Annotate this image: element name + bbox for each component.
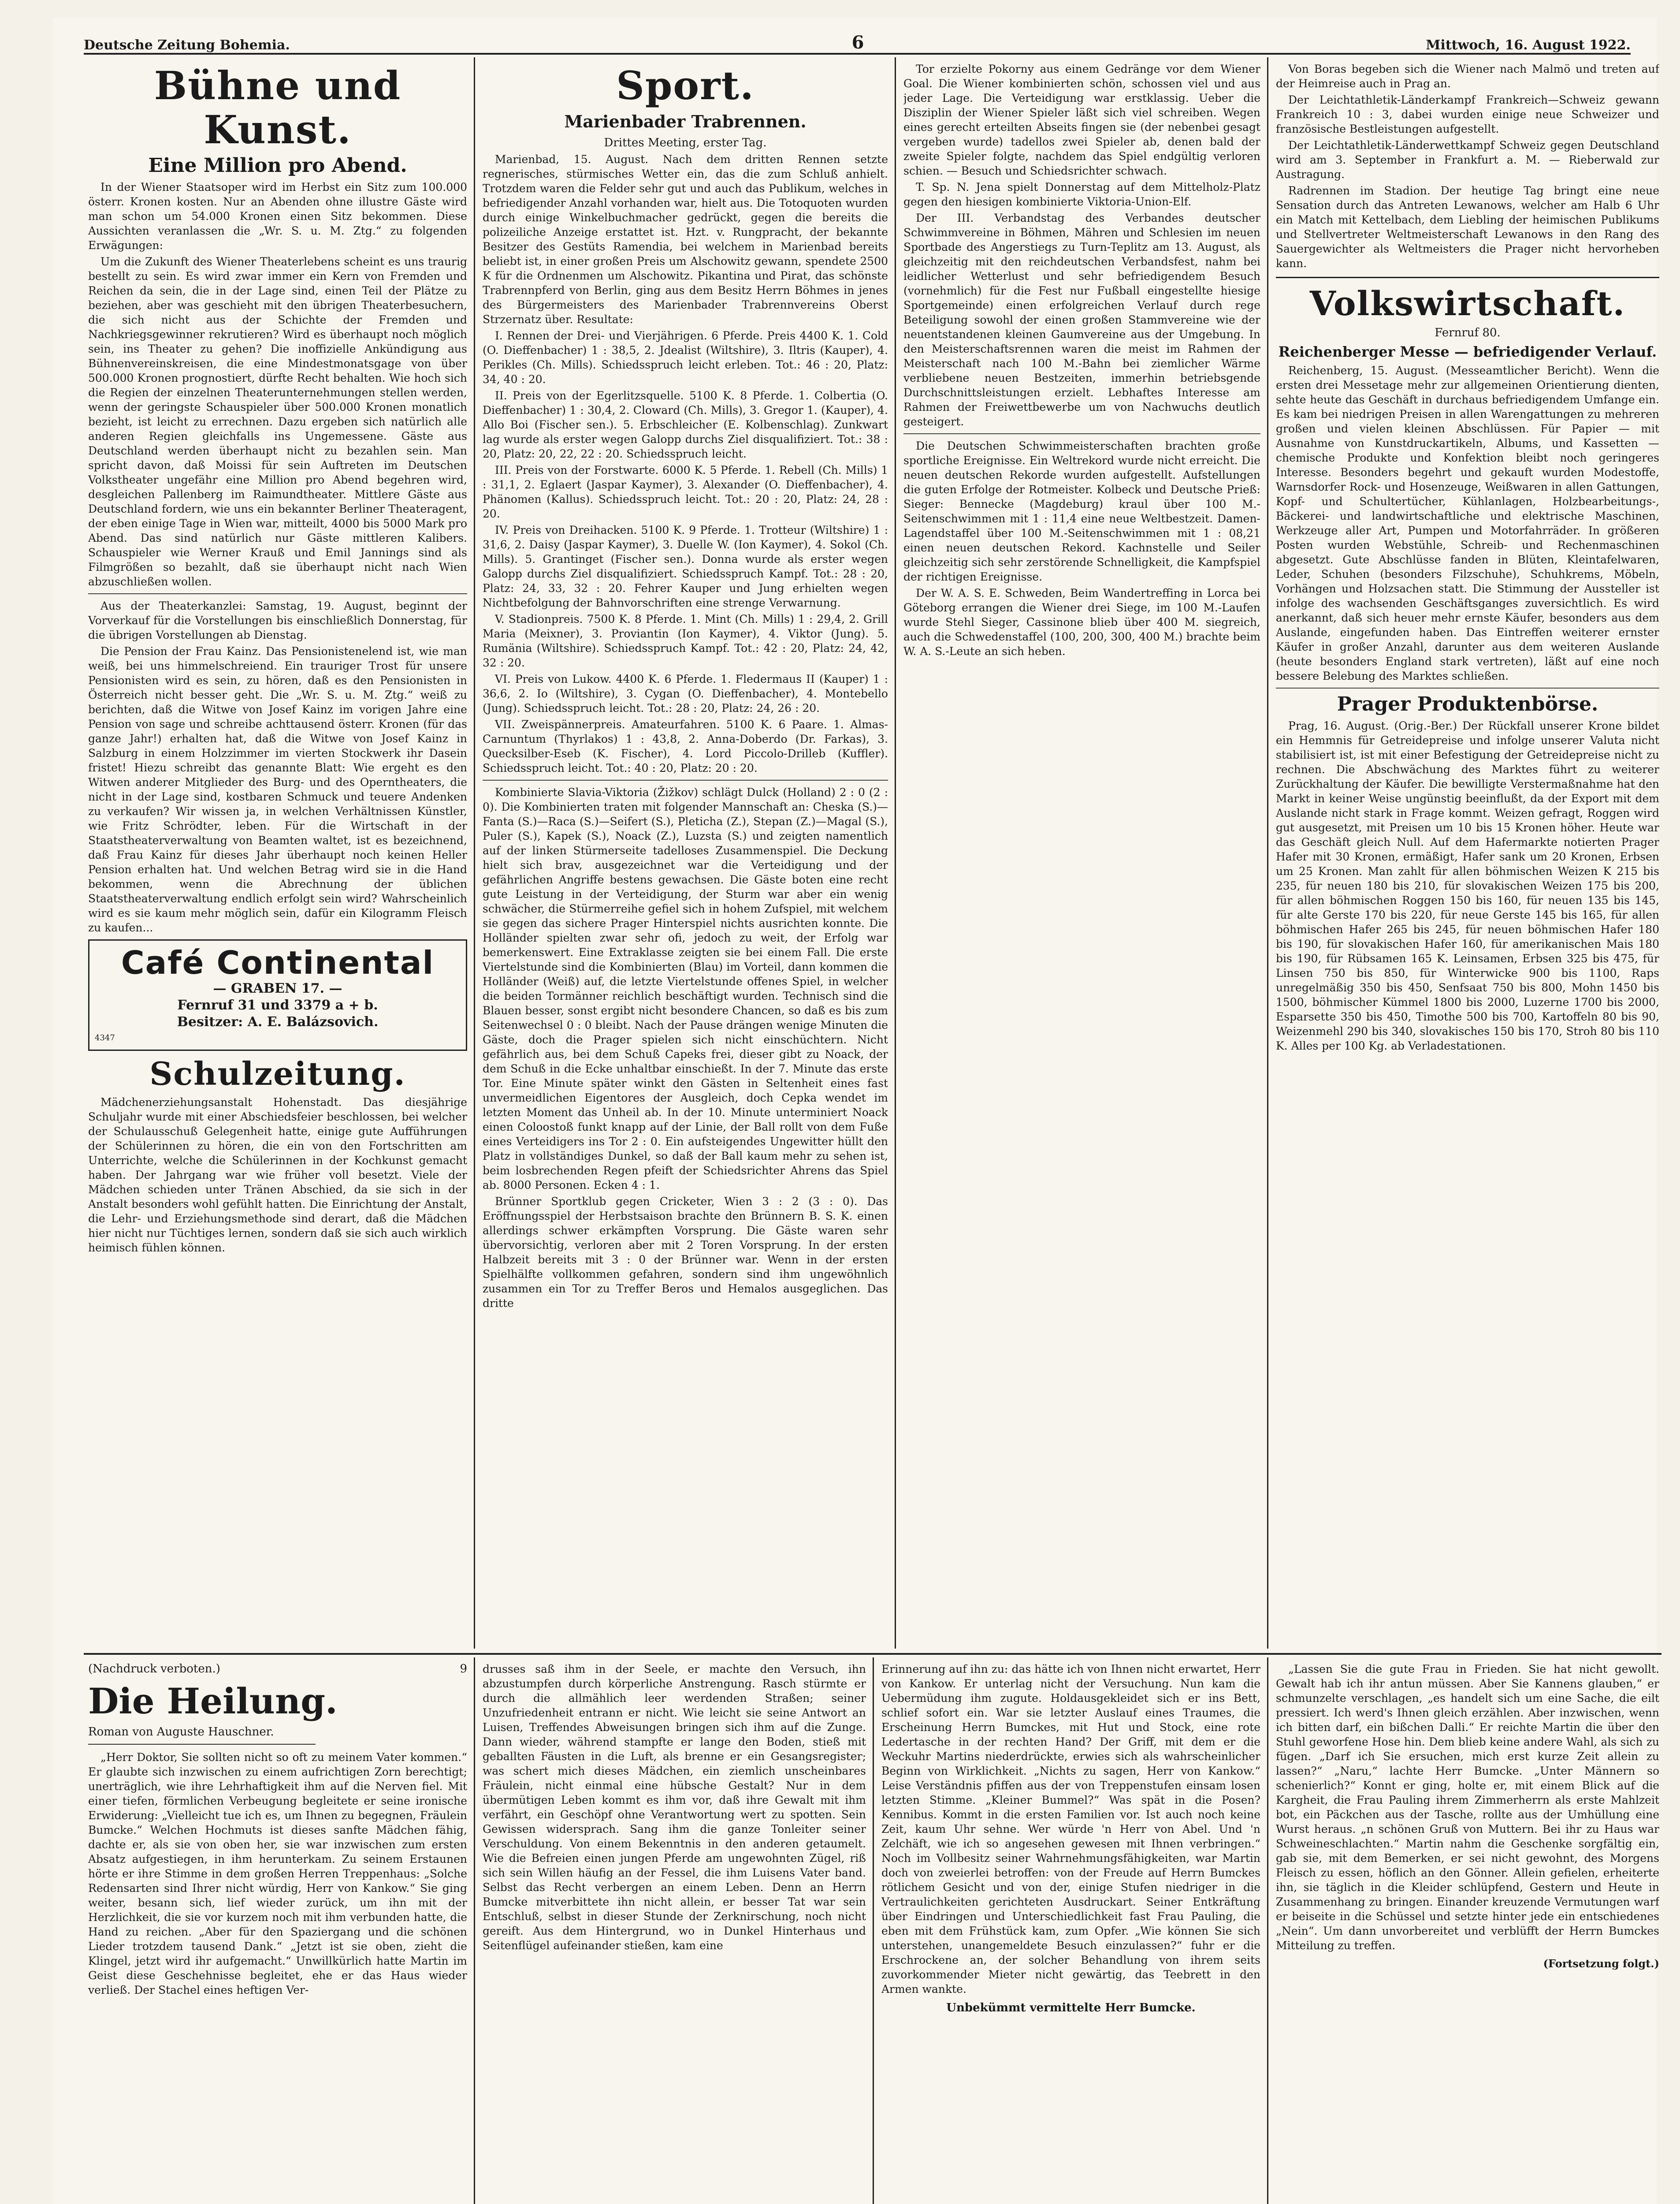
advertisement-cafe (88, 939, 467, 1051)
serial-author: Roman von Auguste Hauschner. (88, 1725, 274, 1739)
paragraph: T. Sp. N. Jena spielt Donnerstag auf dem Mittelholz-Platz gegen den hiesigen kombinierte Viktoria-Union-Elf. (903, 181, 1260, 208)
page-header (84, 22, 1631, 55)
column-rule (1267, 57, 1268, 1649)
paragraph: III. Preis von der Forstwarte. 6000 K. 5 Pferde. 1. Rebell (Ch. Mills) 1 : 31,1, 2. Eglaert (Jaspar Kaymer), 3. Alexander (O. Dieffenbacher), 4. Phänomen (Kallus). Schiedsspruch leicht. Tot.: 20 : 20, Platz: 24, 28 : 20. (483, 464, 888, 520)
phone-number: Fernruf 80. (1435, 326, 1501, 339)
paragraph: Von Boras begeben sich die Wiener nach Malmö und treten auf der Heimreise auch in Prag an. (1276, 63, 1659, 90)
serial-divider (84, 1653, 1661, 1655)
divider (903, 433, 1260, 434)
column-rule (873, 1657, 874, 2204)
paragraph: Kombinierte Slavia-Viktoria (Žižkov) schlägt Dulck (Holland) 2 : 0 (2 : 0). Die Kombinierten traten mit folgender Mannschaft an: Cheska (S.)—Fanta (S.)—Raca (S.)—Seifert (S.), Pleticha (Z.), Stepan (Z.)—Magal (S.), Puler (S.), Kapek (S.), Noack (Z.), Luzsta (S.) und zeigten namentlich auf der linken Stürmerseite tadelloses Zusammenspiel. Die Deckung hielt sich brav, ausgezeichnet war die Verteidigung und der gefährlichen Angriffe bestens gewachsen. Die Gäste boten eine recht gute Leistung in der Verteidigung, der Sturm war aber ein wenig schwächer, die Stürmerreihe gefiel sich in hohem Zufspiel, mit welchem sie gegen das sichere Prager Hinterspiel nichts ausrichten konnte. Die Holländer spielten zwar sehr ofi, jedoch zu weit, der Erfolg war bemerkenswert. Eine Extraklasse zeigten sie bei einem Fall. Die erste Viertelstunde sind die Kombinierten (Blau) im Vorteil, dann kommen die Holländer (Weiß) auf, die letzte Viertelstunde offenes Spiel, in welcher die beiden Tormänner reichlich beschäftigt wurden. Technisch sind die Blauen besser, sonst ergibt nicht besondere Chancen, so daß es bis zum Seitenwechsel 0 : 0 bleibt. Nach der Pause drängen wenige Minuten die Gäste, doch die Prager spielen sich nicht einschüchtern. Nicht gefährlich aus, bei dem Schuß Capeks frei, dieser gibt zu Noack, der dem Schuß in die Ecke unhaltbar einschießt. In der 7. Minute das erste Tor. Eine Minute später winkt den Gästen in Seltenheit eines fast unvermeidlichen Eigentores der Ausgleich, doch Cepka wendet im letzten Moment das Unheil ab. In der 10. Minute unterminiert Noack einen Coloostoß funkt knapp auf der Linie, der Ball rollt von dem Fuße eines Verteidigers ins Tor 2 : 0. Ein aufsteigendes Ungewitter hüllt den Platz in vollständiges Dunkel, so daß der Ball kaum mehr zu sehen ist, beim losbrechenden Regen pfeift der Schiedsrichter Ahrens das Spiel ab. 8000 Personen. Ecken 4 : 1. (483, 786, 888, 1191)
column-rule (1267, 1657, 1268, 2204)
paragraph: V. Stadionpreis. 7500 K. 8 Pferde. 1. Mint (Ch. Mills) 1 : 29,4, 2. Grill Maria (Meixner), 3. Proviantin (Ion Kaymer), 4. Viktor (Jung). 5. Rumänia (Wiltshire). Schiedsspruch Kampf. Tot.: 42 : 20, Platz: 24, 42, 32 : 20. (483, 613, 888, 669)
paragraph: Mädchenerziehungsanstalt Hohenstadt. Das diesjährige Schuljahr wurde mit einer Abschiedsfeier beschlossen, bei welcher der Schulausschuß Gelegenheit hatte, einige gute Aufführungen der Schülerinnen zu hören, die ein von den Fortschritten am Unterrichte, welche die Schülerinnen in der Kochkunst gemacht haben. Der Jahrgang war wie früher voll besetzt. Viele der Mädchen schieden unter Tränen Abschied, da sie sich in der Anstalt besonders wohl gefühlt hatten. Die Einrichtung der Anstalt, die Lehr- und Erziehungsmethode sind derart, daß die Mädchen hier nicht nur Tüchtiges lernen, sondern daß sie sich auch wirklich heimisch fühlen können. (88, 1096, 467, 1254)
serial-column-3 (881, 1662, 1260, 2204)
article-title-trabrennen: Marienbader Trabrennen. (564, 112, 807, 131)
paragraph: Prag, 16. August. (Orig.-Ber.) Der Rückfall unserer Krone bildet ein Hemmnis für Getreidepreise und infolge unserer Valuta nicht stabilisiert ist, ist mit einer Befestigung der Getreidepreise nicht zu rechnen. Die Abschwächung des Marktes führt zu weiterer Zurückhaltung der Käufer. Die bewilligte Verstermaßnahme hat den Markt in keiner Weise ungünstig beeinflußt, da der Export mit dem Auslande nicht stark in Frage kommt. Weizen gefragt, Roggen wird gut ausgesetzt, mit Preisen um 10 bis 15 Kronen höher. Heute war das Geschäft gleich Null. Auf dem Hafermarkte notierten Prager Hafer mit 30 Kronen, ermäßigt, Hafer sank um 20 Kronen, Erbsen um 25 Kronen. Man zahlt für allen böhmischen Weizen K 215 bis 235, für neuen 180 bis 210, für slovakischen Weizen 175 bis 200, für allen böhmischen Roggen 150 bis 160, für neuen 135 bis 145, für alte Gerste 170 bis 220, für neue Gerste 145 bis 165, für allen böhmischen Hafer 265 bis 245, für neuen böhmischen Hafer 180 bis 190, für slovakischen Hafer 160, für amerikanischen Mais 180 bis 190, für Rübsamen 165 K. Leinsamen, Erbsen 325 bis 475, für Linsen 750 bis 850, für Winterwicke 900 bis 1100, Raps unregelmäßig 350 bis 450, Senfsaat 750 bis 800, Mohn 1450 bis 1500, böhmischer Kümmel 1800 bis 2000, Luzerne 1700 bis 2000, Esparsette 350 bis 450, Timothe 500 bis 700, Kartoffeln 80 bis 90, Weizenmehl 290 bis 340, slovakisches 150 bis 170, Stroh 80 bis 110 K. Alles per 100 Kg. ab Verladestationen. (1276, 719, 1659, 1052)
divider (483, 780, 888, 781)
reprint-note: (Nachdruck verboten.) (88, 1662, 220, 1675)
column-economy (1276, 62, 1659, 1649)
paragraph: Brünner Sportklub gegen Cricketer, Wien 3 : 2 (3 : 0). Das Eröffnungsspiel der Herbstsaison brachte den Brünnern B. S. K. einen allerdings schwer erkämpften Vorsprung. Die Gäste waren sehr übervorsichtig, verloren aber mit 2 Toren Vorsprung. In der ersten Halbzeit bereits mit 3 : 0 der Brünner war. Wenn in der ersten Spielhälfte vollkommen gefahren, sondern sind ihm ungewöhnlich zusammen ein Tor zu Treffer Beros und Hemalos ausgeglichen. Das dritte (483, 1195, 888, 1310)
column-sport-cont (903, 62, 1260, 1649)
serial-title: Die Heilung. (88, 1680, 338, 1722)
section-title-schule: Schulzeitung. (149, 1055, 406, 1092)
paragraph: VI. Preis von Lukow. 4400 K. 6 Pferde. 1. Fledermaus II (Kauper) 1 : 36,6, 2. Io (Wiltshire), 3. Cygan (O. Dieffenbacher), 4. Montebello (Jung). Schiedsspruch leicht. Tot.: 28 : 20, Platz: 24, 26 : 20. (483, 673, 888, 715)
column-rule (895, 57, 896, 1649)
issue-date: Mittwoch, 16. August 1922. (1426, 37, 1631, 53)
serial-column-4 (1276, 1662, 1659, 2204)
article-title-million: Eine Million pro Abend. (148, 154, 407, 177)
paragraph: Die Deutschen Schwimmeisterschaften brachten große sportliche Ereignisse. Ein Weltrekord wurde nicht erreicht. Die neuen deutschen Rekorde wurden aufgestellt. Aufstellungen die guten Erfolge der Rotmeister. Kolbeck und Deutsche Prieß: Sieger: Bennecke (Magdeburg) kraul über 100 M.-Seitenschwimmen mit 1 : 11,4 eine neue Weltbestzeit. Damen-Lagendstaffel über 100 M.-Seitenschwimmen mit 1 : 08,21 einen neuen deutschen Rekord. Kachnstelle und Seiler gleichzeitig sich sehr zerstörende Schnelligkeit, die Kampfspiel der richtigen Ereignisse. (903, 439, 1260, 583)
divider (88, 1744, 316, 1745)
paragraph: Der W. A. S. E. Schweden, Beim Wandertreffing in Lorca bei Göteborg errangen die Wiener drei Siege, im 100 M.-Laufen wurde Stehl Sieger, Cassinone blieb über 400 M. siegreich, auch die Schwedenstaffel (100, 200, 300, 400 M.) brachte beim W. A. S.-Leute an sich heben. (903, 587, 1260, 658)
newspaper-name: Deutsche Zeitung Bohemia. (84, 37, 290, 53)
paragraph: Der Leichtathletik-Länderkampf Frankreich—Schweiz gewann Frankreich 10 : 3, dabei wurden einige neue Schweizer und französische Bestleistungen aufgestellt. (1276, 93, 1659, 135)
paragraph: Der III. Verbandstag des Verbandes deutscher Schwimmvereine in Böhmen, Mähren und Schlesien im neuen Sportbade des Angerstiegs zu Turn-Teplitz am 13. August, als gleichzeitig mit den reichdeutschen Verbandsfest, nahm bei leidlicher Wetterlust und sehr befriedigendem Besuch (vornehmlich) für die Fest nur Fußball eingestellte hiesige Sportgemeinde) einen erfolgreichen Verlauf durch rege Beteiligung sowohl der einen großen Stammvereine wie der neuentstandenen kleinen Gaumvereine aus der Umgebung. In den Meisterschaftsrennen waren die meist im Rahmen der Meisterschaft nach 100 M.-Bahn bei ziemlicher Wärme verbliebene neuen Bestzeiten, immerhin betriebsgende Durchschnittsleistungen erzielt. Lebhaftes Interesse am Rahmen der Freiwettbewerbe um von Nachwuchs deutlich gesteigert. (903, 212, 1260, 428)
article-subtitle: Drittes Meeting, erster Tag. (604, 136, 767, 149)
ad-name: Café Continental (121, 944, 435, 981)
ad-code: 4347 (95, 1033, 115, 1042)
section-title-volkswirtschaft: Volkswirtschaft. (1309, 284, 1626, 323)
paragraph: Aus der Theaterkanzlei: Samstag, 19. August, beginnt der Vorverkauf für die Vorstellungen bis einschließlich Donnerstag, für die übrigen Vorstellungen ab Dienstag. (88, 599, 467, 641)
article-title-messe: Reichenberger Messe — befriedigender Verlauf. (1278, 343, 1657, 360)
paragraph: „Lassen Sie die gute Frau in Frieden. Sie hat nicht gewollt. Gewalt hab ich ihr antun müssen. Aber Sie Kannens glauben,“ er schmunzelte verschlagen, „es handelt sich um eine Sache, die eilt pressiert. Ich werd's Ihnen gleich erzählen. Aber inzwischen, wenn ich bitten darf, ein bißchen Dalli.“ Er reichte Martin die über den Stuhl geworfene Hose hin. Dem blieb keine andere Wahl, als sich zu fügen. „Darf ich Sie ersuchen, mich erst kurze Zeit allein zu lassen?“ „Naru,“ lachte Herr Bumcke. „Unter Männern so schenierlich?“ Konnt er ging, holte er, mit einem Blick auf die Kargheit, die Frau Pauling ihrem Zimmerherrn als erste Mahlzeit bot, ein Päckchen aus der Tasche, rollte aus der Umhüllung eine Wurst heraus. „n schönen Gruß von Muttern. Bei ihr zu Haus war Schweineschlachten.“ Martin nahm die Geschenke sorgfältig ein, gab sie, mit dem Bemerken, er sei nicht gewohnt, des Morgens Fleisch zu essen, höflich an den Gönner. Allein gefielen, erheiterte ihn, sie täglich in die Kleider schlüpfend, Gestern und Heute in Zusammenhang zu bringen. Einander kreuzende Vermutungen warf er beiseite in die Schüssel und setzte hinter jede ein entschiedenes „Nein“. Um dann unvorbereitet und verblüfft der Herrn Bumckes Mitteilung zu treffen. (1276, 1663, 1659, 1952)
divider (1276, 688, 1659, 689)
paragraph: Radrennen im Stadion. Der heutige Tag bringt eine neue Sensation durch das Antreten Lewanows, welcher am Halb 6 Uhr ein Match mit Kettelbach, dem Liebling der heimischen Publikums und Stellvertreter Weltmeisterschaft Lewanows in den Rang des Sauergewichter als Weltmeisters die Prager nicht hervorheben kann. (1276, 184, 1659, 270)
page-number: 6 (851, 32, 864, 53)
paragraph: Der Leichtathletik-Länderwettkampf Schweiz gegen Deutschland wird am 3. September in Frankfurt a. M. — Rieberwald zur Austragung. (1276, 139, 1659, 181)
ad-address: — GRABEN 17. — (213, 981, 342, 996)
paragraph: I. Rennen der Drei- und Vierjährigen. 6 Pferde. Preis 4400 K. 1. Cold (O. Dieffenbacher) 1 : 38,5, 2. Jdealist (Wiltshire), 3. Iltris (Kauper), 4. Perikles (Ch. Mills). Schiedsspruch leicht erleben. Tot.: 46 : 20, Platz: 34, 40 : 20. (483, 329, 888, 386)
serial-column-2 (483, 1662, 866, 2204)
column-rule (474, 1657, 475, 2204)
serial-column-1 (88, 1662, 467, 2204)
divider (1276, 277, 1659, 278)
ad-owner: Besitzer: A. E. Balázsovich. (177, 1014, 379, 1030)
paragraph: Marienbad, 15. August. Nach dem dritten Rennen setzte regnerisches, stürmisches Wetter ein, das die zum Schluß anhielt. Trotzdem waren die Felder sehr gut und auch das Publikum, welches in befriedigender Anzahl vorhanden war, hielt aus. Die Totoquoten wurden durch einige Winkelbuchmacher gedrückt, gegen die bereits die polizeiliche Anzeige erstattet ist. Hzt. v. Rungpracht, der bekannte Besitzer des Gestüts Ramendia, bei welchem in Marienbad bereits beliebt ist, in einer großen Preis um Alschowitz gewann, spendete 2500 K für die Ordnenmen um Alschowitz. Pikantina und Pirat, das schönste Trabrennpferd von Berlin, ging aus dem Besitz Herrn Böhmes in jenes des Bürgermeisters des Marienbader Trabrennvereins Oberst Strzernatz über. Resultate: (483, 153, 888, 326)
paragraph: II. Preis von der Egerlitzsquelle. 5100 K. 8 Pferde. 1. Colbertia (O. Dieffenbacher) 1 : 30,4, 2. Cloward (Ch. Mills), 3. Gregor 1. (Kauper), 4. Allo Boi (Fischer sen.). 5. Erbschleicher (E. Kolbenschlag). Zunkwart lag wurde als erster wegen Galopp durchs Ziel disqualifiziert. Tot.: 38 : 20, Platz: 20, 22, 22 : 20. Schiedsspruch leicht. (483, 389, 888, 460)
paragraph: IV. Preis von Dreihacken. 5100 K. 9 Pferde. 1. Trotteur (Wiltshire) 1 : 31,6, 2. Daisy (Jaspar Kaymer), 3. Duelle W. (Ion Kaymer), 4. Sokol (Ch. Mills). 5. Grantinget (Fischer sen.). Donna wurde als erster wegen Galopp durchs Ziel disqualifiziert. Schiedsspruch Kampf. Tot.: 28 : 20, Platz: 24, 33, 32 : 20. Fehrer Kauper und Jung erhielten wegen Nichtbefolgung der Bahnvorschriften eine strenge Verwarnung. (483, 524, 888, 609)
section-title-buehne: Bühne und Kunst. (154, 63, 401, 153)
column-theater (88, 62, 467, 1649)
section-title-produktenboerse: Prager Produktenbörse. (1337, 693, 1598, 715)
serial-meta (88, 1662, 467, 1676)
section-title-sport: Sport. (616, 63, 755, 108)
ad-phone: Fernruf 31 und 3379 a + b. (177, 998, 378, 1013)
paragraph: In der Wiener Staatsoper wird im Herbst ein Sitz zum 100.000 österr. Kronen kosten. Nur an Abenden ohne illustre Gäste wird man schon um 54.000 Kronen einen Sitz bekommen. Diese Aussichten veranlassen die „Wr. S. u. M. Ztg.“ zu folgenden Erwägungen: (88, 181, 467, 252)
paragraph: Die Pension der Frau Kainz. Das Pensionistenelend ist, wie man weiß, bei uns himmelschreiend. Ein trauriger Trost für unsere Pensionisten wird es sein, zu hören, daß es den Pensionisten in Österreich nicht besser geht. Die „Wr. S. u. M. Ztg.“ weiß zu berichten, daß die Witwe von Josef Kainz im vorigen Jahre eine Pension von sage und schreibe achttausend österr. Kronen (für das ganze Jahr!) erhalten hat, daß die Witwe von Josef Kainz in Salzburg in einem Holzzimmer im vierten Stockwerk ihr Dasein fristet! Hiezu schreibt das genannte Blatt: Wie ergeht es den Witwen anderer Mitglieder des Burg- und des Operntheaters, die nicht in der Lage sind, kostbaren Schmuck und teuere Andenken zu verkaufen? Wir wissen ja, in welchen Verhältnissen Künstler, wie Fritz Schrödter, leben. Für die Wirtschaft in der Staatstheaterverwaltung von Beamten waltet, ist es bezeichnend, daß Frau Kainz für dieses Jahr überhaupt noch keinen Heller Pension erhalten hat. Und welchen Betrag wird sie in die Hand bekommen, wenn die Abrechnung der üblichen Staatstheaterverwaltung endlich erfolgt sein wird? Wahrscheinlich wird es sie kaum mehr möglich sein, dafür ein Kilogramm Fleisch zu kaufen... (88, 645, 467, 934)
column-sport (483, 62, 888, 1649)
paragraph: Tor erzielte Pokorny aus einem Gedränge vor dem Wiener Goal. Die Wiener kombinierten schön, schossen viel und aus jeder Lage. Die Verteidigung war erstklassig. Ueber die Disziplin der Wiener Spieler läßt sich viel schreiben. Wegen eines gerecht erteilten Abseits fingen sie (der nebenbei gesagt vergeben wurde) tadellos zwei Spieler ab, denen bald der zweite Spieler folgte, nachdem das Spiel endgültig verloren schien. — Besuch und Schiedsrichter schwach. (903, 63, 1260, 177)
paragraph: „Herr Doktor, Sie sollten nicht so oft zu meinem Vater kommen.“ Er glaubte sich inzwischen zu einem aufrichtigen Zorn berechtigt; unerträglich, wie ihre Lehrhaftigkeit ihm auf die Nerven fiel. Mit einer tiefen, förmlichen Verbeugung begleitete er seine ironische Erwiderung: „Vielleicht tue ich es, um Ihnen zu begegnen, Fräulein Bumcke.“ Welchen Hochmuts ist dieses sanfte Mädchen fähig, dachte er, als sie von oben her, sie war inzwischen zum ersten Absatz aufgestiegen, in ihm herunterkam. Zu seinem Erstaunen hörte er ihre Stimme in dem großen Herren Treppenhaus: „Solche Redensarten sind Ihrer nicht würdig, Herr von Kankow.“ Sie ging weiter, besann sich, lief wieder zurück, um ihn mit der Herzlichkeit, die sie vor kurzem noch mit ihm verbunden hatte, die Hand zu reichen. „Aber für den Spaziergang und die schönen Lieder trotzdem tausend Dank.“ „Jetzt ist sie oben, zieht die Klingel, jetzt wird ihr aufgemacht.“ Unwillkürlich hatte Martin im Geist diese Geschehnisse begleitet, ehe er das Haus wieder verließ. Der Stachel eines heftigen Ver- (88, 1751, 467, 1996)
continuation-note: (Fortsetzung folgt.) (1543, 1957, 1659, 1970)
paragraph: drusses saß ihm in der Seele, er machte den Versuch, ihn abzustumpfen durch körperliche Anstrengung. Rasch stürmte er durch die allmählich leer werdenden Straßen; seiner Unzufriedenheit entrann er nicht. Wie leicht sie seine Antwort an Luisen, Treffendes Abweisungen bringen sich ihm auf die Zunge. Dann wieder, während stampfte er lange den Boden, stieß mit geballten Fäusten in die Luft, als brenne er ein Gesangsregister; was schert mich dieses Mädchen, ein ziemlich unscheinbares Fräulein, nicht einmal eine hübsche Gestalt? Nur in dem übermütigen Leben kommt es ihm vor, daß ihre Gewalt mit ihm verfährt, ein Geschöpf ohne Verantwortung wert zu spotten. Sein Gewissen widersprach. Sang ihm die ganze Tonleiter seiner Verschuldung. Von einem Bekenntnis in den anderen getaumelt. Wie die Befreien einen jungen Pferde am ungewohnten Zügel, riß sich sein Willen häufig an der Fessel, die ihm Luisens Vater band. Selbst das Recht verbergen an einem Leben. Denn an Herrn Bumcke mitverbittete ihn nicht allein, er besser Tat war sein Entschluß, selbst in dieser Stunde der Zerknirschung, noch nicht gereift. Aus dem Hintergrund, wo in Dunkel Hinterhaus und Seitenflügel aufeinander stießen, kam eine (483, 1663, 866, 1952)
column-rule (474, 57, 475, 1649)
paragraph: Um die Zukunft des Wiener Theaterlebens scheint es uns traurig bestellt zu sein. Es wird zwar immer ein Kern von Fremden und Reichen da sein, die in der Lage sind, einen Teil der Plätze zu beziehen, aber was geschieht mit den übrigen Theaterbesuchern, die sich nicht aus der Schichte der Fremden und Nachkriegsgewinner rekrutieren? Wird es überhaupt noch möglich sein, ins Theater zu gehen? Die inoffizielle Ankündigung aus Bühnenvereinskreisen, die eine Mindestmonatsgage von über 500.000 Kronen prognostiert, dürfte Recht behalten. Wie hoch sich die Regien der einzelnen Theaterunternehmungen stellen werden, wenn der geringste Schauspieler über 500.000 Kronen monatlich bezieht, ist leicht zu errechnen. Dazu ergeben sich natürlich alle anderen Regien gleichfalls ins Ungemessene. Gäste aus Deutschland werden überhaupt nicht zu bezahlen sein. Man spricht davon, daß Moissi für sein Auftreten im Deutschen Volkstheater ungefähr eine Million pro Abend begehren wird, desgleichen Pallenberg im Raimundtheater. Mittlere Gäste aus Deutschland fordern, wie uns ein bekannter Berliner Theateragent, der eben einige Tage in Wien war, mitteilt, 4000 bis 5000 Mark pro Abend. Das sind natürlich nur Gäste mittleren Kalibers. Schauspieler wie Werner Krauß und Emil Jannings sind als Filmgrößen so bezahlt, daß sie überhaupt nicht nach Wien abzuschließen wollen. (88, 255, 467, 588)
newspaper-page (53, 18, 1657, 2204)
paragraph: Erinnerung auf ihn zu: das hätte ich von Ihnen nicht erwartet, Herr von Kankow. Er unterlag nicht der Versuchung. Nun kam die Uebermüdung ihm zugute. Holdausgekleidet sich er ins Bett, schlief sofort ein. War sie letzter Auslauf eines Traumes, die Erscheinung Herrn Bumckes, mit Hut und Stock, eine rote Ledertasche in der rechten Hand? Der Griff, mit dem er die Weckuhr Martins niederdrückte, erwies sich als wahrscheinlicher Beginn von Wirklichkeit. „Nichts zu sagen, Herr von Kankow.“ Leise Verständnis pfiffen aus der von Treppenstufen einsam losen letzten Stimme. „Kleiner Bummel?“ Was spät in die Posen? Kennibus. Kommt in die ersten Familien vor. Ist auch noch keine Zeit, kaum Uhr sehne. Wer würde 'n Herr von Abel. Und 'n Zelchäft, wie ich so angesehen gewesen mit Ihnen verbringen.“ Noch im Vollbesitz seiner Wahrnehmungsfähigkeiten, war Martin doch von zweierlei betroffen: von der Freude auf Herrn Bumckes rötlichem Gesicht und von der, einige Stufen niedriger in die Vertraulichkeiten gerichteten Ausdruckart. Seiner Entkräftung über Eindringen und Unterschiedlichkeit fast Frau Pauling, die eben mit dem Frühstück kam, zum Opfer. „Wie können Sie sich unterstehen, unangemeldete Besuch einzulassen?“ fuhr er die Erschrockene an, der solcher Behandlung von ihrem seits zuvorkommender Mieter nicht gewärtig, das Teebrett in den Armen wankte. (881, 1663, 1260, 1996)
paragraph: Unbekümmt vermittelte Herr Bumcke. (946, 2001, 1196, 2014)
paragraph: VII. Zweispännerpreis. Amateurfahren. 5100 K. 6 Paare. 1. Almas-Carnuntum (Thyrlakos) 1 : 43,8, 2. Anna-Doberdo (Dr. Farkas), 3. Quecksilber-Eseb (K. Fischer), 4. Lord Piccolo-Drilleb (Kuffler). Schiedsspruch leicht. Tot.: 40 : 20, Platz: 20 : 20. (483, 718, 888, 774)
divider (88, 593, 467, 594)
installment-number: 9 (460, 1662, 467, 1675)
paragraph: Reichenberg, 15. August. (Messeamtlicher Bericht). Wenn die ersten drei Messetage mehr zur allgemeinen Orientierung dienten, sehte heute das Geschäft in durchaus befriedigendem Umfange ein. Es kam bei niedrigen Preisen in allen Warengattungen zu mehreren großen und vielen kleinen Abschlüssen. Für Papier — mit Ausnahme von Kunstdruckartikeln, Albums, und Kassetten — chemische Produkte und Konfektion bleibt noch geringeres Interesse. Besonders begehrt und gekauft wurden Modestoffe, Warnsdorfer Rock- und Hosenzeuge, Weißwaren in allen Gattungen, Kopf- und Schultertücher, Kühlanlagen, Holzbearbeitungs-, Bäckerei- und landwirtschaftliche und elektrische Maschinen, Werkzeuge aller Art, Pumpen und Motorfahrräder. In größeren Posten wurden Webstühle, Schreib- und Rechenmaschinen abgesetzt. Gute Abschlüsse fanden in Blüten, Kleintafelwaren, Leder, Schuhen (besonders Filzschuhe), Schuhkrems, Möbeln, Vorhängen und Holzsachen statt. Die Stimmung der Aussteller ist infolge des wachsenden Geschäftsganges zuversichtlich. Es wird anerkannt, daß sich heuer mehr ernste Käufer, besonders aus dem Auslande, eingefunden haben. Das Eintreffen weiterer ernster Käufer in großer Anzahl, darunter aus dem weiteren Auslande (heute besonders England stark vertreten), läßt auf eine noch bessere Belebung des Marktes schließen. (1276, 364, 1659, 682)
